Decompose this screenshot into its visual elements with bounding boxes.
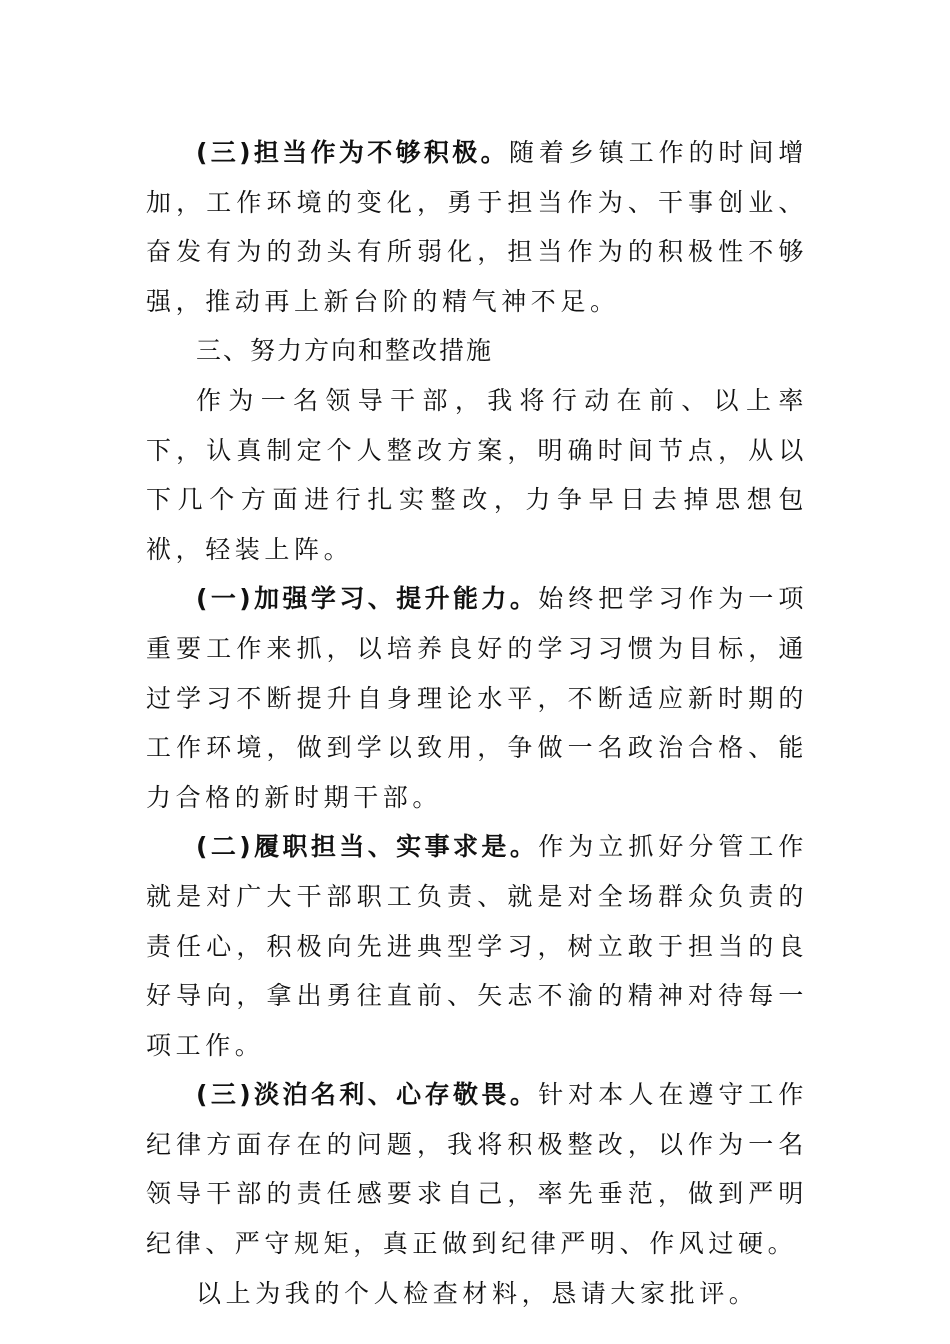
section-heading: 三、努力方向和整改措施	[196, 336, 494, 366]
measure-text: 作为立抓好分管工作就是对广大干部职工负责、就是对全场群众负责的责任心，积极向先进典型学习，树立敢于担当的良好导向，拿出勇往直前、矢志不渝的精神对待每一项工作。	[146, 832, 808, 1060]
intro-paragraph: 作为一名领导干部，我将行动在前、以上率下，认真制定个人整改方案，明确时间节点，从以下几个方面进行扎实整改，力争早日去掉思想包袱，轻装上阵。	[146, 385, 808, 564]
measure-lead: (一)加强学习、提升能力。	[196, 584, 539, 614]
paragraph-problem-3	[146, 128, 808, 326]
measure-paragraph-2	[146, 822, 808, 1070]
measure-lead: (二)履职担当、实事求是。	[196, 832, 539, 862]
measure-paragraph-1	[146, 574, 808, 822]
measure-text: 针对本人在遵守工作纪律方面存在的问题，我将积极整改，以作为一名领导干部的责任感要求自己，率先垂范，做到严明纪律、严守规矩，真正做到纪律严明、作风过硬。	[146, 1080, 808, 1259]
closing-paragraph: 以上为我的个人检查材料，恳请大家批评。	[196, 1278, 759, 1308]
measure-lead: (三)淡泊名利、心存敬畏。	[196, 1080, 539, 1110]
measure-paragraph-3	[146, 1070, 808, 1268]
paragraph-lead: (三)担当作为不够积极。	[196, 138, 509, 167]
document-body	[146, 128, 808, 1318]
measure-text: 始终把学习作为一项重要工作来抓，以培养良好的学习习惯为目标，通过学习不断提升自身理论水平，不断适应新时期的工作环境，做到学以致用，争做一名政治合格、能力合格的新时期干部。	[146, 584, 808, 812]
paragraph-text: 随着乡镇工作的时间增加，工作环境的变化，勇于担当作为、干事创业、奋发有为的劲头有所弱化，担当作为的积极性不够强，推动再上新台阶的精气神不足。	[146, 138, 808, 316]
